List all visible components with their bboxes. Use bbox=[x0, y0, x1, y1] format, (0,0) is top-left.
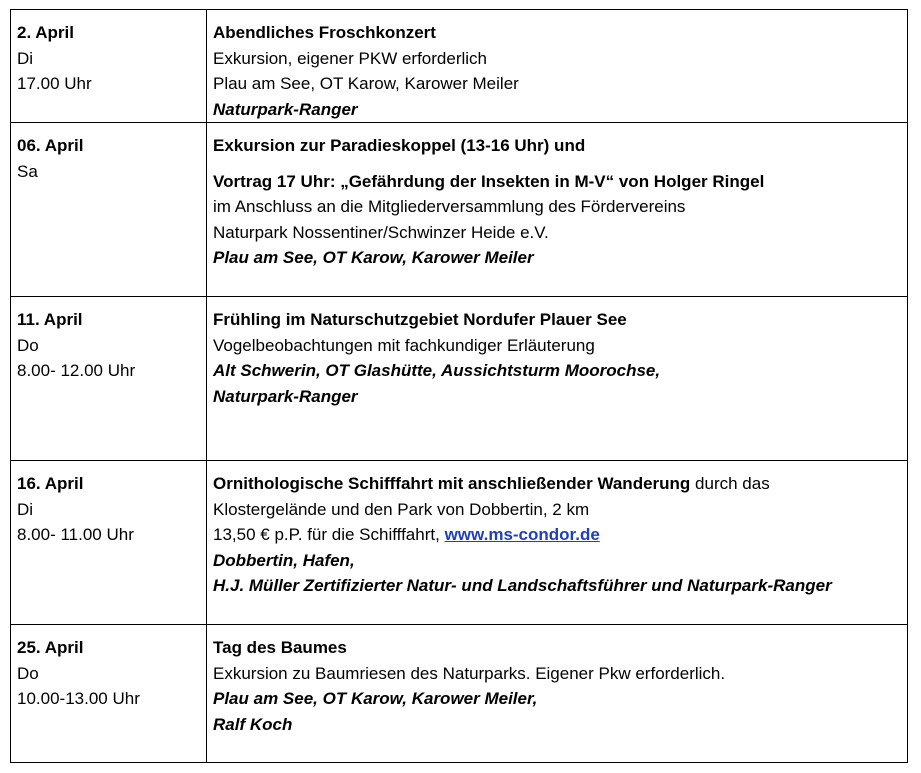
event-date: 2. April bbox=[17, 23, 74, 42]
event-location: Naturpark-Ranger bbox=[213, 99, 358, 119]
event-date: 16. April bbox=[17, 474, 84, 493]
event-time: 10.00-13.00 Uhr bbox=[17, 689, 140, 708]
date-cell bbox=[11, 123, 207, 297]
event-title: Frühling im Naturschutzgebiet Nordufer Plauer See bbox=[213, 310, 627, 329]
event-location: Dobbertin, Hafen, bbox=[213, 550, 355, 570]
date-cell bbox=[11, 10, 207, 123]
event-date: 25. April bbox=[17, 638, 84, 657]
event-title: Tag des Baumes bbox=[213, 638, 347, 657]
description-cell bbox=[207, 625, 908, 763]
event-title: Abendliches Froschkonzert bbox=[213, 23, 436, 42]
event-time: 8.00- 12.00 Uhr bbox=[17, 361, 136, 380]
event-detail: Naturpark Nossentiner/Schwinzer Heide e.V. bbox=[213, 222, 549, 242]
description-cell bbox=[207, 297, 908, 461]
event-weekday: Di bbox=[17, 499, 34, 519]
table-row bbox=[11, 123, 908, 297]
event-subtitle: Vortrag 17 Uhr: „Gefährdung der Insekten in M-V“ von Holger Ringel bbox=[213, 171, 765, 191]
event-detail: Exkursion zu Baumriesen des Naturparks. Eigener Pkw erforderlich. bbox=[213, 663, 726, 683]
event-price: 13,50 € p.P. für die Schifffahrt, bbox=[213, 525, 445, 544]
event-title-rest: durch das bbox=[690, 474, 770, 493]
event-location: Plau am See, OT Karow, Karower Meiler, bbox=[213, 689, 538, 708]
event-guide: Naturpark-Ranger bbox=[213, 386, 358, 406]
event-location: Plau am See, OT Karow, Karower Meiler bbox=[213, 248, 534, 267]
event-weekday: Do bbox=[17, 335, 39, 355]
event-guide: Ralf Koch bbox=[213, 714, 293, 734]
event-time: 8.00- 11.00 Uhr bbox=[17, 525, 134, 544]
event-date: 06. April bbox=[17, 136, 84, 155]
event-date: 11. April bbox=[17, 310, 83, 329]
event-detail: Plau am See, OT Karow, Karower Meiler bbox=[213, 74, 519, 93]
event-title: Ornithologische Schifffahrt mit anschließender Wanderung bbox=[213, 474, 691, 493]
table-row bbox=[11, 297, 908, 461]
description-cell bbox=[207, 461, 908, 625]
event-detail: im Anschluss an die Mitgliederversammlung des Fördervereins bbox=[213, 197, 686, 216]
description-cell bbox=[207, 10, 908, 123]
table-row bbox=[11, 625, 908, 763]
table-row bbox=[11, 461, 908, 625]
event-guide: H.J. Müller Zertifizierter Natur- und Landschaftsführer und Naturpark-Ranger bbox=[213, 576, 832, 595]
description-cell bbox=[207, 123, 908, 297]
date-cell bbox=[11, 461, 207, 625]
event-detail: Klostergelände und den Park von Dobbertin, 2 km bbox=[213, 499, 590, 519]
date-cell bbox=[11, 297, 207, 461]
event-title: Exkursion zur Paradieskoppel (13-16 Uhr) und bbox=[213, 136, 586, 155]
event-schedule-table bbox=[10, 9, 908, 763]
event-detail: Vogelbeobachtungen mit fachkundiger Erläuterung bbox=[213, 335, 595, 355]
event-price-line bbox=[213, 522, 901, 548]
date-cell bbox=[11, 625, 207, 763]
event-time: 17.00 Uhr bbox=[17, 74, 92, 93]
event-weekday: Sa bbox=[17, 161, 38, 181]
event-detail: Exkursion, eigener PKW erforderlich bbox=[213, 48, 488, 68]
event-weekday: Di bbox=[17, 48, 34, 68]
event-location: Alt Schwerin, OT Glashütte, Aussichtsturm Moorochse, bbox=[213, 361, 661, 380]
ms-condor-link[interactable]: www.ms-condor.de bbox=[444, 525, 600, 544]
table-row bbox=[11, 10, 908, 123]
event-weekday: Do bbox=[17, 663, 39, 683]
event-title-line bbox=[213, 471, 901, 497]
